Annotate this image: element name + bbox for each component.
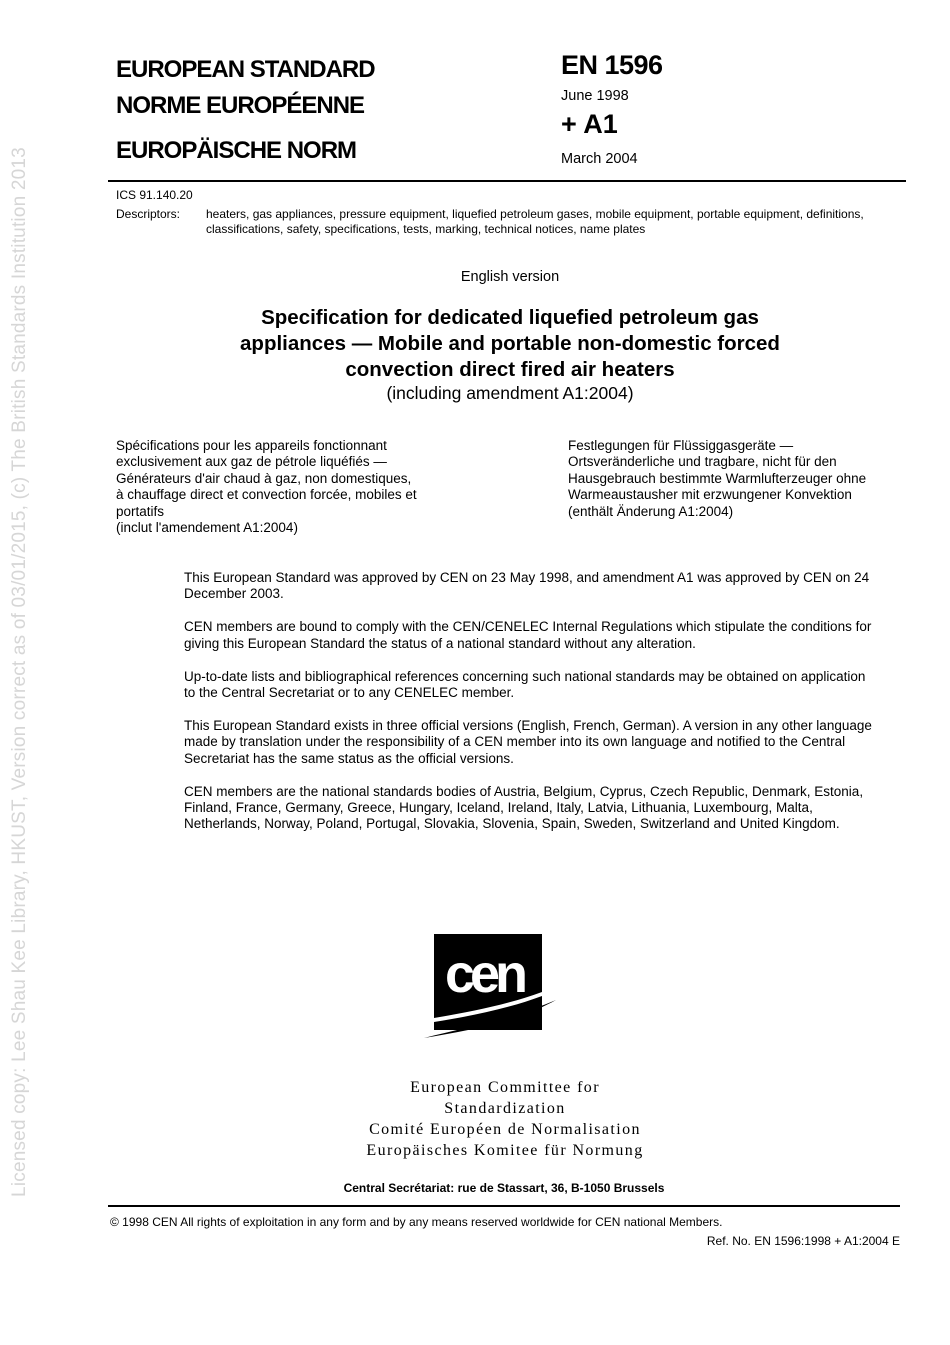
- amendment-date: March 2004: [561, 151, 638, 167]
- french-title-line: Générateurs d'air chaud à gaz, non domestiques,: [116, 470, 412, 486]
- logo-text: cen: [444, 944, 524, 1004]
- document-subtitle: (including amendment A1:2004): [386, 383, 634, 403]
- standard-number: EN 1596: [561, 50, 663, 80]
- german-title-line: Ortsveränderliche und tragbare, nicht für den: [568, 454, 837, 470]
- cen-logo: [424, 934, 556, 1040]
- german-title-line: Warmeaustausher mit erzwungener Konvektion: [568, 487, 852, 503]
- reference-number: Ref. No. EN 1596:1998 + A1:2004 E: [706, 1234, 900, 1248]
- german-title-line: (enthält Änderung A1:2004): [568, 503, 734, 519]
- title-line: Specification for dedicated liquefied petroleum gas: [261, 306, 759, 329]
- descriptors-label: Descriptors:: [116, 207, 181, 221]
- title-line: appliances — Mobile and portable non-domestic forced: [240, 332, 780, 355]
- license-watermark: [0, 0, 40, 1345]
- amendment-label: + A1: [561, 109, 618, 139]
- version-label: English version: [460, 269, 560, 285]
- document-title: [180, 305, 840, 383]
- watermark-text: Licensed copy: Lee Shau Kee Library, HKUST, Version correct as of 03/01/2015, (c) The British Standards Institution 2013: [9, 147, 30, 1197]
- paragraph: This European Standard exists in three official versions (English, French, German). A version in any other language made by translation under the responsibility of a CEN member into its own language and notified to the Central Secretariat has the same status as the official versions.: [184, 717, 872, 766]
- paragraph: CEN members are bound to comply with the CEN/CENELEC Internal Regulations which stipulate the conditions for giving this European Standard the status of a national standard without any alteration.: [184, 619, 872, 651]
- ics-code: ICS 91.140.20: [116, 188, 193, 202]
- standard-date: June 1998: [561, 88, 629, 104]
- title-line: convection direct fired air heaters: [345, 358, 675, 381]
- paragraph: CEN members are the national standards bodies of Austria, Belgium, Cyprus, Czech Republic, Denmark, Estonia, Finland, France, Germany, Greece, Hungary, Iceland, Ireland, Italy, Latvia, Lithuania, Luxembourg, Malta, Netherlands, Norway, Poland, Portugal, Slovakia, Slovenia, Spain, Sweden, Switzerland and United Kingdom.: [184, 783, 864, 832]
- org-name-line: Comité Européen de Normalisation: [369, 1121, 641, 1138]
- descriptors-text: heaters, gas appliances, pressure equipment, liquefied petroleum gases, mobile equipment, portable equipment, definitions, classifications, safety, specifications, tests, marking, technical notices, name plates: [206, 207, 864, 236]
- german-title-line: Hausgebrauch bestimmte Warmlufterzeuger ohne: [568, 470, 867, 486]
- approval-paragraphs: [184, 570, 874, 849]
- header-divider: [108, 180, 906, 182]
- org-name-line: Standardization: [444, 1100, 566, 1117]
- organization-names: [300, 1077, 710, 1161]
- title-english: EUROPEAN STANDARD: [116, 56, 375, 83]
- title-german: EUROPÄISCHE NORM: [116, 137, 357, 164]
- copyright-notice: © 1998 CEN All rights of exploitation in any form and by any means reserved worldwide for CEN national Members.: [110, 1215, 723, 1229]
- french-title-line: Spécifications pour les appareils fonctionnant: [116, 438, 387, 453]
- org-name-line: Europäisches Komitee für Normung: [366, 1142, 644, 1159]
- title-french: NORME EUROPÉENNE: [116, 92, 365, 119]
- french-title-line: exclusivement aux gaz de pétrole liquéfiés —: [116, 454, 387, 470]
- footer-divider: [108, 1205, 900, 1207]
- paragraph: This European Standard was approved by CEN on 23 May 1998, and amendment A1 was approved by CEN on 24 December 2003.: [184, 570, 870, 602]
- french-title-line: (inclut l'amendement A1:2004): [116, 520, 298, 536]
- german-title-block: [568, 438, 913, 520]
- french-title-block: [116, 438, 456, 536]
- german-title-line: Festlegungen für Flüssiggasgeräte —: [568, 438, 794, 453]
- secretariat-address: Central Secrétariat: rue de Stassart, 36, B-1050 Brussels: [343, 1181, 665, 1195]
- paragraph: Up-to-date lists and bibliographical references concerning such national standards may be obtained on application to the Central Secretariat or to any CENELEC member.: [184, 668, 866, 701]
- org-name-line: European Committee for: [410, 1079, 600, 1096]
- french-title-line: à chauffage direct et convection forcée, mobiles et: [116, 487, 417, 503]
- french-title-line: portatifs: [116, 503, 165, 519]
